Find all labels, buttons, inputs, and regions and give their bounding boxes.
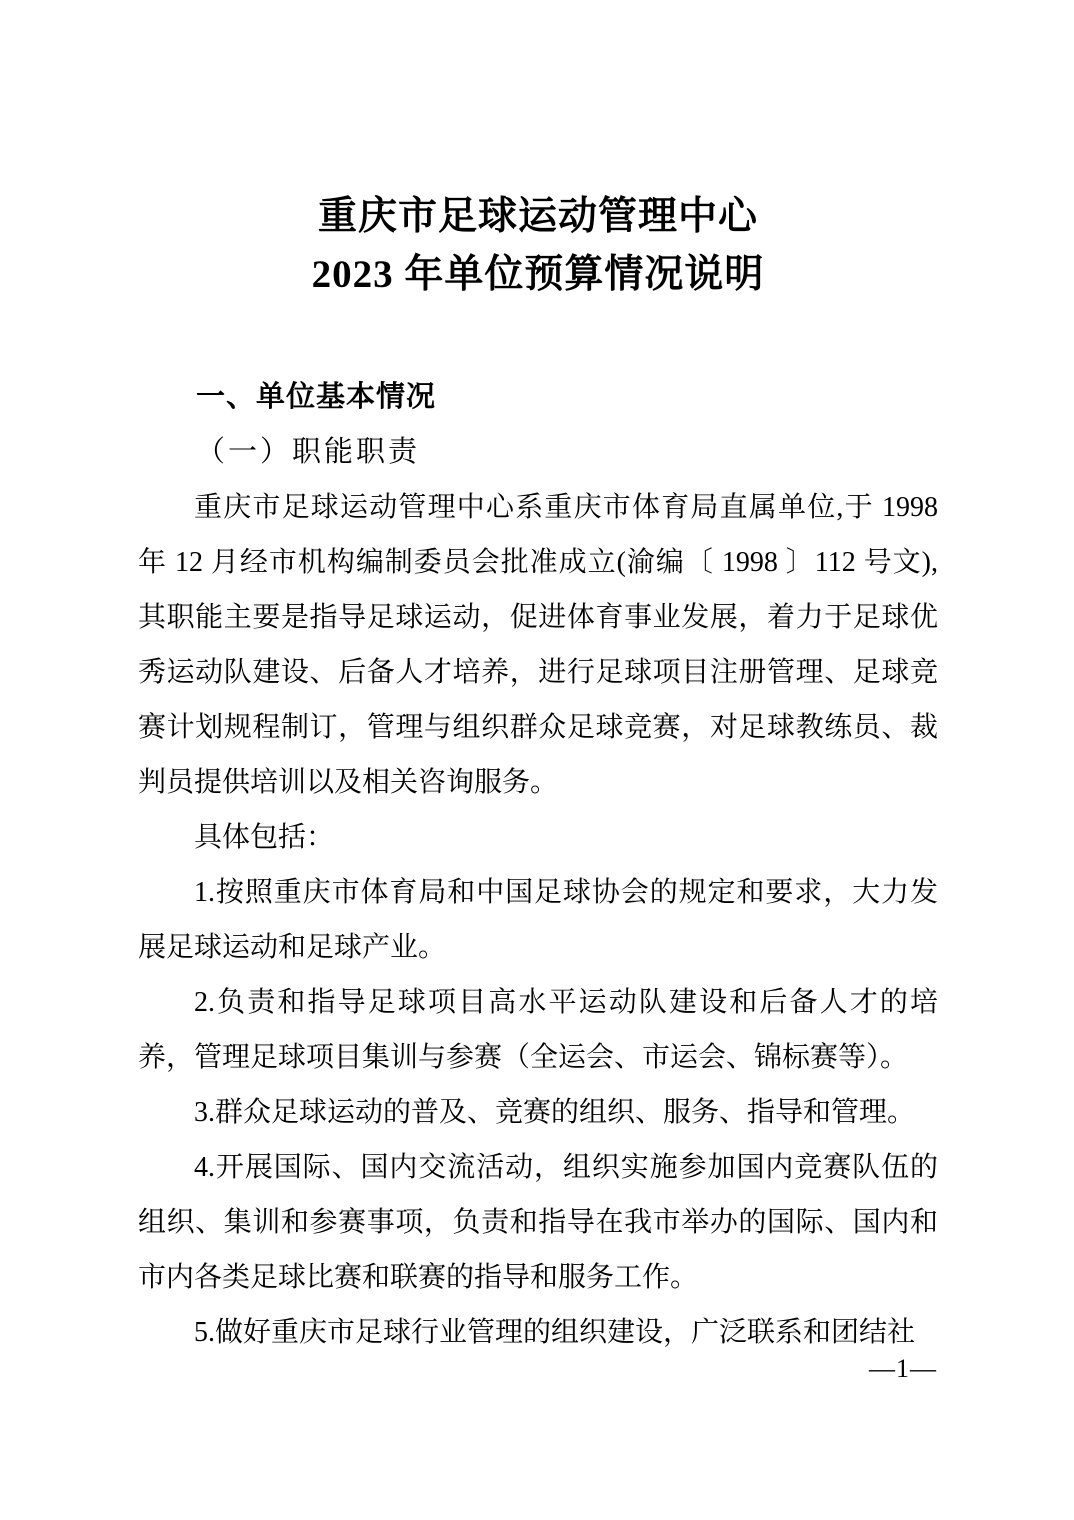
paragraph-item-5: 5.做好重庆市足球行业管理的组织建设，广泛联系和团结社 <box>194 1317 916 1348</box>
paragraph-item-3: 3.群众足球运动的普及、竞赛的组织、服务、指导和管理。 <box>194 1097 916 1128</box>
paragraph-item-1: 1.按照重庆市体育局和中国足球协会的规定和要求，大力发展足球运动和足球产业。 <box>138 877 938 963</box>
subsection-heading-duties: （一）职能职责 <box>196 436 421 468</box>
document-content <box>138 0 938 1360</box>
paragraph-intro: 重庆市足球运动管理中心系重庆市体育局直属单位,于 1998 年 12 月经市机构编制委员会批准成立(渝编〔 1998 〕112 号文),其职能主要是指导足球运动，促进体育事业发展，着力于足球优秀运动队建设、后备人才培养，进行足球项目注册管理、足球竞赛计划规程制订，管理与组织群众足球竞赛，对足球教练员、裁判员提供培训以及相关咨询服务。 <box>138 492 938 798</box>
section-heading-basic-info: 一、单位基本情况 <box>196 381 437 413</box>
paragraph-item-4: 4.开展国际、国内交流活动，组织实施参加国内竞赛队伍的组织、集训和参赛事项，负责和指导在我市举办的国际、国内和市内各类足球比赛和联赛的指导和服务工作。 <box>138 1152 938 1293</box>
title-line-2: 2023 年单位预算情况说明 <box>311 253 765 296</box>
title-line-1: 重庆市足球运动管理中心 <box>317 195 758 238</box>
paragraph-item-2: 2.负责和指导足球项目高水平运动队建设和后备人才的培养，管理足球项目集训与参赛（全运会、市运会、锦标赛等）。 <box>138 987 938 1073</box>
page-number: —1— <box>869 1354 937 1383</box>
document-title <box>138 0 938 304</box>
paragraph-includes-label: 具体包括： <box>194 822 335 853</box>
